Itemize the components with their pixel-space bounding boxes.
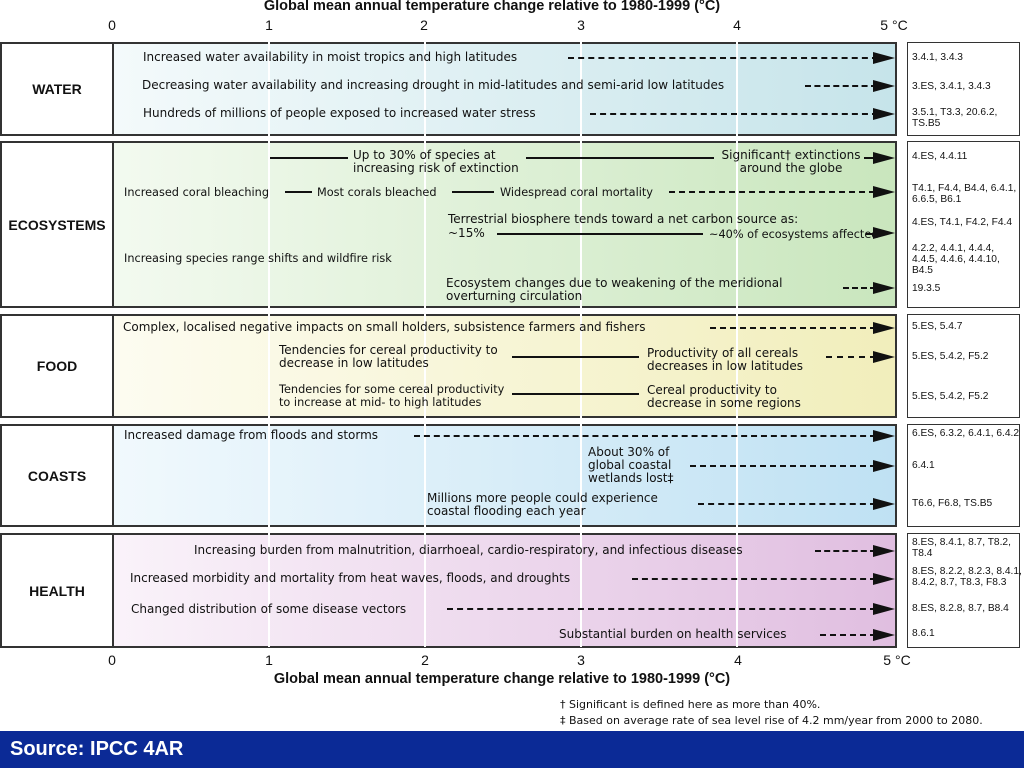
tick-bottom-1: 1 [265,652,273,668]
coasts-row-3-text: Millions more people could experience coastal flooding each year [427,491,658,518]
eco-row-1-text2: Significant† extinctions around the globe [721,148,861,175]
ref-water-2: 3.ES, 3.4.1, 3.4.3 [912,81,991,92]
eco-row-2-text: Increased coral bleaching [124,186,270,199]
water-row-2-arrow [873,80,895,92]
eco-row-2-text2: Most corals bleached [317,186,437,199]
ref-eco-1: 4.ES, 4.4.11 [912,151,968,162]
health-row-4-arrow [873,629,895,641]
tick-top-5: 5 °C [880,17,908,33]
eco-row-5-line [843,287,876,289]
water-row-1-arrow [873,52,895,64]
footnote-dagger: † Significant is defined here as more than 40%. [560,698,821,711]
food-row-1-text: Complex, localised negative impacts on small holders, subsistence farmers and fishers [123,320,646,334]
ref-eco-4: 4.2.2, 4.4.1, 4.4.4, 4.4.5, 4.4.6, 4.4.10, B4.5 [912,243,1000,276]
tick-bottom-5: 5 °C [883,652,911,668]
eco-row-2-line-c [669,191,875,193]
eco-row-3-arrow [873,227,895,239]
tick-top-4: 4 [733,17,741,33]
ref-eco-2: T4.1, F4.4, B4.4, 6.4.1, 6.6.5, B6.1 [912,183,1017,205]
food-row-2-line-a [512,356,639,358]
health-row-1-line [815,550,876,552]
health-row-2-text: Increased morbidity and mortality from heat waves, floods, and droughts [130,571,571,585]
eco-row-3-text: Terrestrial biosphere tends toward a net carbon source as: [448,212,799,226]
health-row-3-line [447,608,876,610]
ref-health-1: 8.ES, 8.4.1, 8.7, T8.2, T8.4 [912,537,1011,559]
food-row-3-text: Tendencies for some cereal productivity to increase at mid- to high latitudes [279,383,505,409]
eco-row-2-arrow [873,186,895,198]
water-row-3-text: Hundreds of millions of people exposed to increased water stress [143,106,536,120]
eco-row-3-line-a [497,233,703,235]
tick-top-3: 3 [577,17,585,33]
coasts-row-2-line [690,465,876,467]
coasts-row-1-line [414,435,876,437]
health-row-3-text: Changed distribution of some disease vectors [131,602,407,616]
tick-bottom-3: 3 [577,652,585,668]
ref-food-1: 5.ES, 5.4.7 [912,321,963,332]
eco-row-2-text3: Widespread coral mortality [500,186,653,199]
eco-row-2-line-b [452,191,494,193]
ref-health-3: 8.ES, 8.2.8, 8.7, B8.4 [912,603,1009,614]
ref-coasts-3: T6.6, F6.8, TS.B5 [912,498,993,509]
water-row-2-text: Decreasing water availability and increasing drought in mid-latitudes and semi-arid low latitudes [142,78,725,92]
health-row-3-arrow [873,603,895,615]
refs-box-coasts [907,424,1020,527]
health-row-2-line [632,578,876,580]
water-row-1-line [568,57,878,59]
axis-title-top: Global mean annual temperature change relative to 1980-1999 (°C) [263,0,721,14]
food-row-3-text2: Cereal productivity to decrease in some regions [647,383,801,410]
sector-label-ecosystems: ECOSYSTEMS [2,143,114,306]
water-row-1-text: Increased water availability in moist tropics and high latitudes [143,50,518,64]
ref-coasts-1: 6.ES, 6.3.2, 6.4.1, 6.4.2 [912,428,1020,439]
sector-label-coasts: COASTS [2,426,114,525]
health-row-1-text: Increasing burden from malnutrition, diarrhoeal, cardio-respiratory, and infectious diseases [194,543,743,557]
water-row-2-line [805,85,877,87]
coasts-row-3-arrow [873,498,895,510]
eco-row-3-text2: ~15% [448,226,485,240]
eco-row-2-line-a [285,191,312,193]
coasts-row-1-text: Increased damage from floods and storms [124,428,379,442]
food-row-3-line [512,393,639,395]
sector-label-water: WATER [2,44,114,134]
health-row-4-text: Substantial burden on health services [559,627,787,641]
source-banner [0,731,1024,768]
ref-water-3: 3.5.1, T3.3, 20.6.2, TS.B5 [912,107,998,129]
water-row-3-line [590,113,878,115]
food-row-2-text2: Productivity of all cereals decreases in low latitudes [647,346,804,373]
health-row-1-arrow [873,545,895,557]
food-row-1-arrow [873,322,895,334]
food-row-2-line-b [826,356,876,358]
eco-row-4-text: Increasing species range shifts and wildfire risk [124,252,392,265]
tick-top-0: 0 [108,17,116,33]
ref-food-2: 5.ES, 5.4.2, F5.2 [912,351,989,362]
eco-row-5-text: Ecosystem changes due to weakening of the meridional overturning circulation [446,276,783,303]
eco-row-1-text: Up to 30% of species at increasing risk of extinction [353,148,519,175]
eco-row-3-text3: ~40% of ecosystems affected [709,228,879,241]
ref-eco-3: 4.ES, T4.1, F4.2, F4.4 [912,217,1013,228]
eco-row-1-arrow [873,152,895,164]
coasts-row-1-arrow [873,430,895,442]
source-text: Source: IPCC 4AR [10,738,184,760]
ref-health-2: 8.ES, 8.2.2, 8.2.3, 8.4.1, 8.4.2, 8.7, T8.3, F8.3 [912,566,1022,588]
ref-coasts-2: 6.4.1 [912,460,935,471]
tick-top-1: 1 [265,17,273,33]
eco-row-1-line-a [270,157,348,159]
sector-label-food: FOOD [2,316,114,416]
ref-food-3: 5.ES, 5.4.2, F5.2 [912,391,989,402]
ref-health-4: 8.6.1 [912,628,935,639]
health-row-2-arrow [873,573,895,585]
tick-bottom-4: 4 [734,652,742,668]
axis-title-bottom: Global mean annual temperature change relative to 1980-1999 (°C) [273,671,731,687]
coasts-row-2-text: About 30% of global coastal wetlands lost‡ [588,445,674,485]
coasts-row-3-line [698,503,876,505]
food-row-2-arrow [873,351,895,363]
tick-top-2: 2 [420,17,428,33]
food-row-1-line [710,327,876,329]
water-row-3-arrow [873,108,895,120]
tick-bottom-2: 2 [421,652,429,668]
tick-bottom-0: 0 [108,652,116,668]
eco-row-1-line-b [526,157,714,159]
eco-row-5-arrow [873,282,895,294]
health-row-4-line [820,634,876,636]
food-row-2-text: Tendencies for cereal productivity to decrease in low latitudes [279,343,498,370]
sector-label-health: HEALTH [2,535,114,646]
ref-water-1: 3.4.1, 3.4.3 [912,52,963,63]
footnote-double-dagger: ‡ Based on average rate of sea level rise of 4.2 mm/year from 2000 to 2080. [560,714,983,727]
ref-eco-5: 19.3.5 [912,283,941,294]
coasts-row-2-arrow [873,460,895,472]
